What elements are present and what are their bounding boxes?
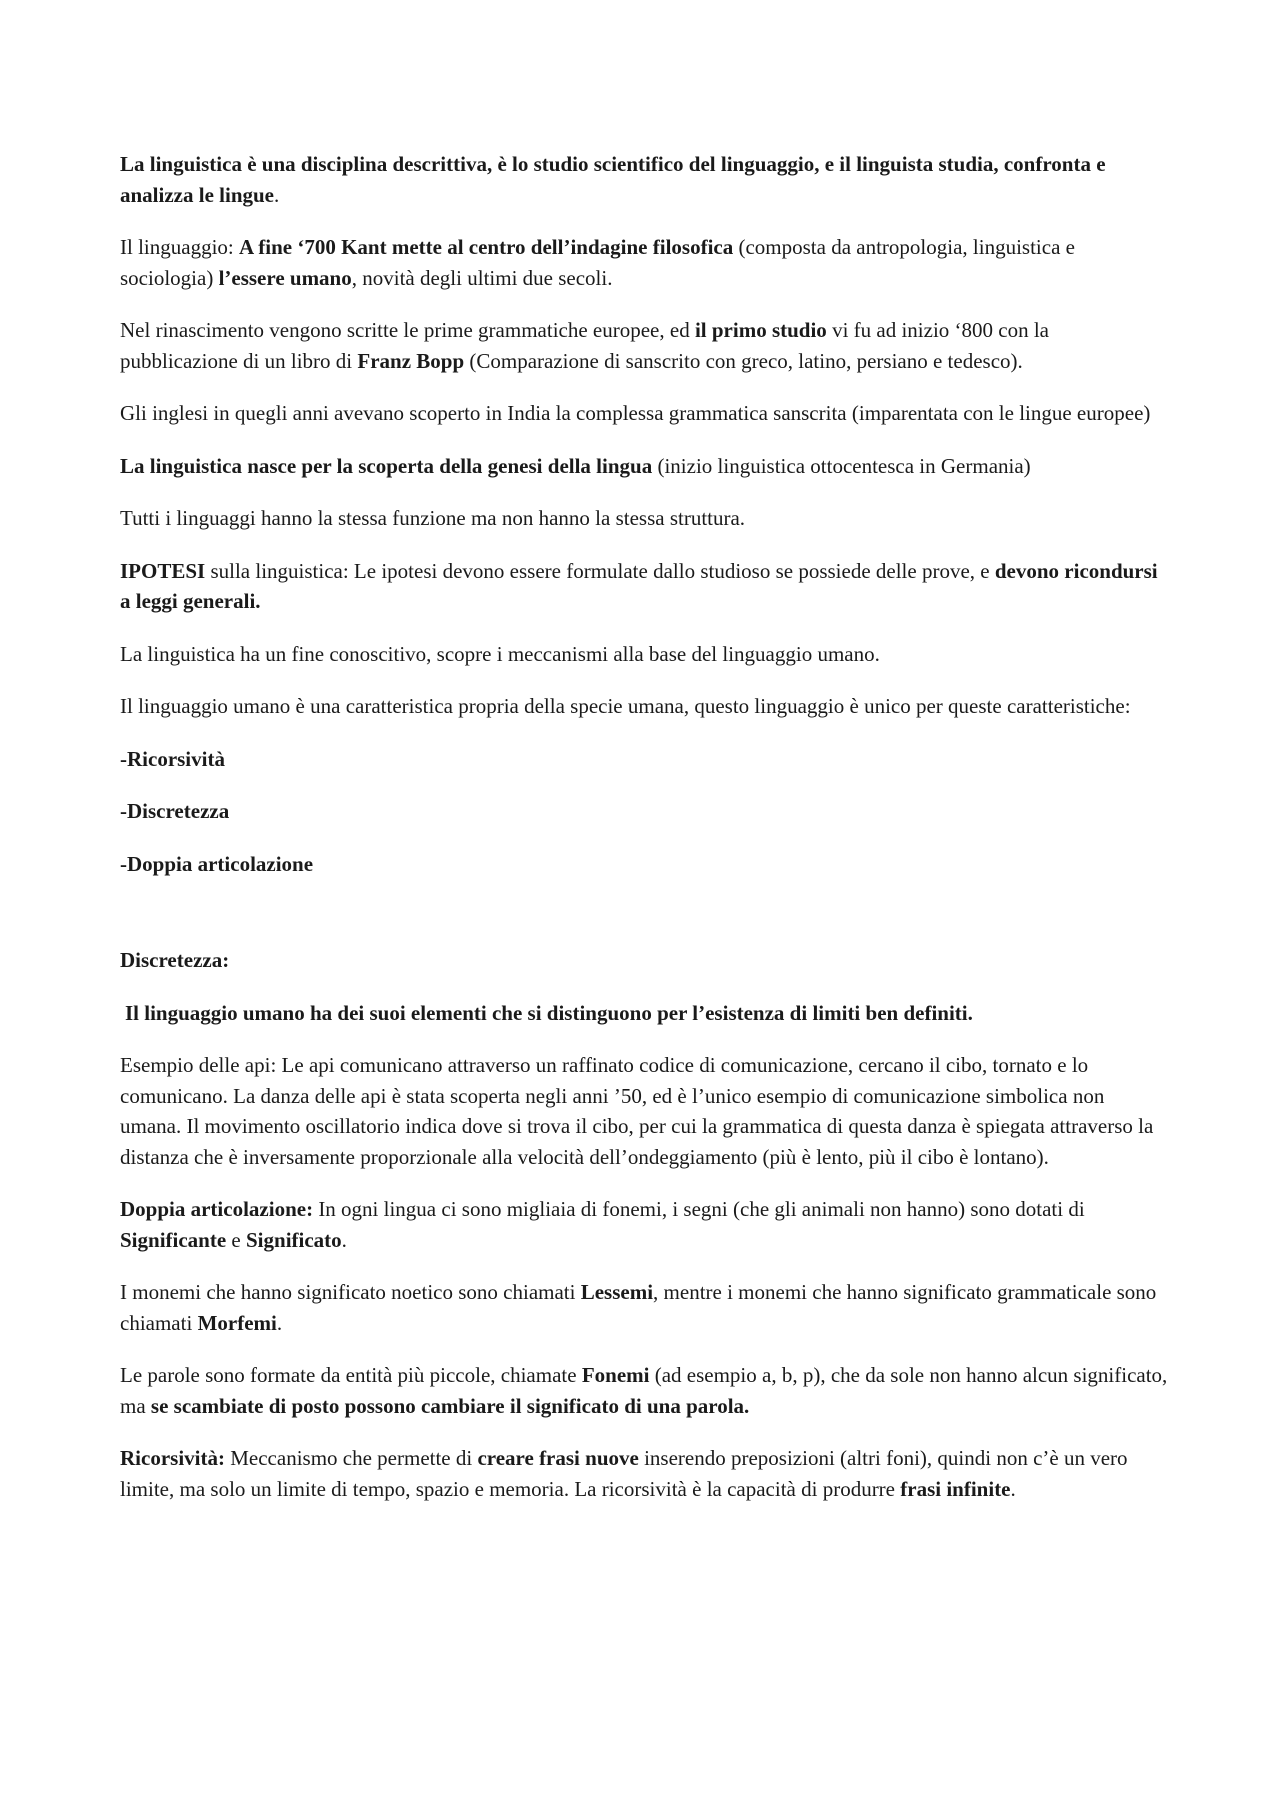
paragraph-api: Esempio delle api: Le api comunicano attraverso un raffinato codice di comunicazione, cercano il cibo, tornato e lo comunicano. La danza delle api è stata scoperta negli anni ’50, ed è l’unico esempio di comunicazione simbolica non umana. Il movimento oscillatorio indica dove si trova il cibo, per cui la grammatica di questa danza è spiegata attraverso la distanza che è inversamente proporzionale alla velocità dell’ondeggiamento (più è lento, più il cibo è lontano). bbox=[120, 1053, 1154, 1169]
list-item: -Discretezza bbox=[120, 799, 230, 823]
document-body bbox=[120, 149, 1170, 1526]
paragraph-linguaggio: Il linguaggio: A fine ‘700 Kant mette al centro dell’indagine filosofica (composta da antropologia, linguistica e sociologia) l’essere umano, novità degli ultimi due secoli. bbox=[120, 235, 1075, 290]
paragraph-definition: La linguistica è una disciplina descrittiva, è lo studio scientifico del linguaggio, e il linguista studia, confronta e analizza le lingue. bbox=[120, 152, 1106, 207]
list-item: -Ricorsività bbox=[120, 746, 225, 771]
paragraph-doppia-articolazione: Doppia articolazione: In ogni lingua ci sono migliaia di fonemi, i segni (che gli animali non hanno) sono dotati di Significante e Significato. bbox=[120, 1197, 1085, 1252]
paragraph-parole: Le parole sono formate da entità più piccole, chiamate Fonemi (ad esempio a, b, p), che da sole non hanno alcun significato, ma se scambiate di posto possono cambiare il significato di una parola. bbox=[120, 1363, 1168, 1418]
paragraph-nascita: La linguistica nasce per la scoperta della genesi della lingua (inizio linguistica ottocentesca in Germania) bbox=[120, 453, 1031, 478]
paragraph-funzione: Tutti i linguaggi hanno la stessa funzione ma non hanno la stessa struttura. bbox=[120, 506, 746, 530]
paragraph-caratteristiche: Il linguaggio umano è una caratteristica propria della specie umana, questo linguaggio è unico per queste caratteristiche: bbox=[120, 694, 1131, 718]
paragraph-ricorsivita: Ricorsività: Meccanismo che permette di creare frasi nuove inserendo preposizioni (altri foni), quindi non c’è un vero limite, ma solo un limite di tempo, spazio e memoria. La ricorsività è la capacità di produrre frasi infinite. bbox=[120, 1446, 1128, 1501]
paragraph-discretezza-definizione: Il linguaggio umano ha dei suoi elementi che si distinguono per l’esistenza di limiti ben definiti. bbox=[125, 1000, 973, 1025]
paragraph-monemi: I monemi che hanno significato noetico sono chiamati Lessemi, mentre i monemi che hanno significato grammaticale sono chiamati Morfemi. bbox=[120, 1280, 1157, 1335]
spacer bbox=[120, 901, 1170, 945]
list-item: -Doppia articolazione bbox=[120, 851, 314, 876]
heading-discretezza: Discretezza: bbox=[120, 948, 230, 972]
paragraph-inglesi: Gli inglesi in quegli anni avevano scoperto in India la complessa grammatica sanscrita (imparentata con le lingue europee) bbox=[120, 401, 1151, 425]
paragraph-fine: La linguistica ha un fine conoscitivo, scopre i meccanismi alla base del linguaggio umano. bbox=[120, 641, 880, 666]
paragraph-rinascimento: Nel rinascimento vengono scritte le prime grammatiche europee, ed il primo studio vi fu ad inizio ‘800 con la pubblicazione di un libro di Franz Bopp (Comparazione di sanscrito con greco, latino, persiano e tedesco). bbox=[120, 318, 1050, 373]
paragraph-ipotesi: IPOTESI sulla linguistica: Le ipotesi devono essere formulate dallo studioso se possiede delle prove, e devono ricondursi a leggi generali. bbox=[120, 558, 1158, 613]
